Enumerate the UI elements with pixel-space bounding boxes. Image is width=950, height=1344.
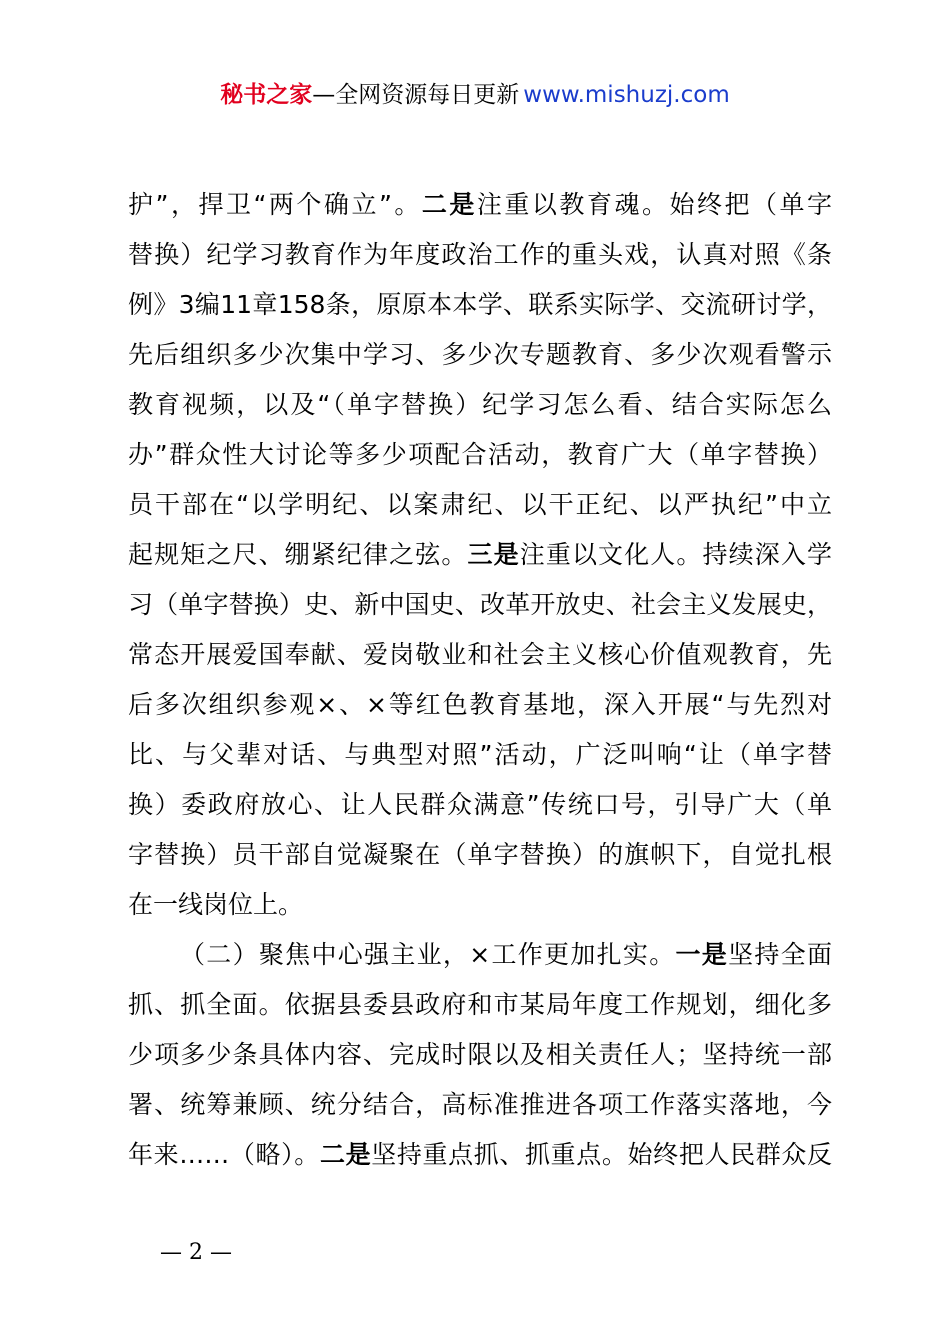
text-line xyxy=(128,780,832,830)
text-line xyxy=(128,430,832,480)
bold-lead-phrase: 二是 xyxy=(421,190,477,219)
text-line xyxy=(128,1030,832,1080)
paragraph xyxy=(128,180,832,930)
text-run: 办”群众性大讨论等多少项配合活动，教育广大（单字替换） xyxy=(128,440,832,469)
document-body xyxy=(128,180,832,1180)
text-line xyxy=(128,1080,832,1130)
text-run: 抓、抓全面。依据县委县政府和市某局年度工作规划，细化多 xyxy=(128,990,832,1019)
bold-lead-phrase: 二是 xyxy=(319,1140,372,1169)
text-run: 常态开展爱国奉献、爱岗敬业和社会主义核心价值观教育，先 xyxy=(128,640,832,669)
site-tagline: —全网资源每日更新 xyxy=(312,82,520,108)
text-run: 后多次组织参观×、×等红色教育基地，深入开展“与先烈对 xyxy=(128,690,832,719)
text-run: 注重以教育魂。始终把（单字 xyxy=(476,190,832,219)
text-line xyxy=(128,180,832,230)
bold-lead-phrase: 一是 xyxy=(675,940,729,969)
text-run: 习（单字替换）史、新中国史、改革开放史、社会主义发展史， xyxy=(128,590,832,619)
text-run: 换）委政府放心、让人民群众满意”传统口号，引导广大（单 xyxy=(128,790,832,819)
text-line xyxy=(128,530,832,580)
site-header xyxy=(0,75,950,115)
text-run: （二）聚焦中心强主业，×工作更加扎实。 xyxy=(180,940,676,969)
text-run: 坚持重点抓、抓重点。始终把人民群众反 xyxy=(371,1140,832,1169)
site-brand: 秘书之家 xyxy=(220,82,313,108)
text-line xyxy=(128,930,832,980)
text-run: 起规矩之尺、绷紧纪律之弦。 xyxy=(128,540,468,569)
text-line xyxy=(128,580,832,630)
paragraph xyxy=(128,930,832,1180)
text-run: 替换）纪学习教育作为年度政治工作的重头戏，认真对照《条 xyxy=(128,240,832,269)
text-run: 坚持全面 xyxy=(728,940,832,969)
text-line xyxy=(128,480,832,530)
bold-lead-phrase: 三是 xyxy=(467,540,520,569)
text-run: 员干部在“以学明纪、以案肃纪、以干正纪、以严执纪”中立 xyxy=(128,490,832,519)
text-line xyxy=(128,980,832,1030)
text-line xyxy=(128,280,832,330)
text-run: 注重以文化人。持续深入学 xyxy=(519,540,832,569)
text-run: 例》3编11章158条，原原本本学、联系实际学、交流研讨学， xyxy=(128,290,832,319)
text-run: 少项多少条具体内容、完成时限以及相关责任人；坚持统一部 xyxy=(128,1040,832,1069)
text-run: 护”，捍卫“两个确立”。 xyxy=(128,190,422,219)
text-line xyxy=(128,1130,832,1180)
text-run: 比、与父辈对话、与典型对照”活动，广泛叫响“让（单字替 xyxy=(128,740,832,769)
text-line xyxy=(128,730,832,780)
site-url: www.mishuzj.com xyxy=(523,82,730,108)
text-run: 教育视频，以及“（单字替换）纪学习怎么看、结合实际怎么 xyxy=(128,390,832,419)
text-line xyxy=(128,630,832,680)
text-run: 年来……（略）。 xyxy=(128,1140,320,1169)
text-line xyxy=(128,330,832,380)
text-line xyxy=(128,230,832,280)
page-number: — 2 — xyxy=(160,1240,232,1265)
text-line xyxy=(128,880,832,930)
text-run: 在一线岗位上。 xyxy=(128,890,304,919)
text-run: 署、统筹兼顾、统分结合，高标准推进各项工作落实落地，今 xyxy=(128,1090,832,1119)
text-line xyxy=(128,380,832,430)
text-line xyxy=(128,830,832,880)
text-run: 先后组织多少次集中学习、多少次专题教育、多少次观看警示 xyxy=(128,340,832,369)
text-line xyxy=(128,680,832,730)
text-run: 字替换）员干部自觉凝聚在（单字替换）的旗帜下，自觉扎根 xyxy=(128,840,832,869)
